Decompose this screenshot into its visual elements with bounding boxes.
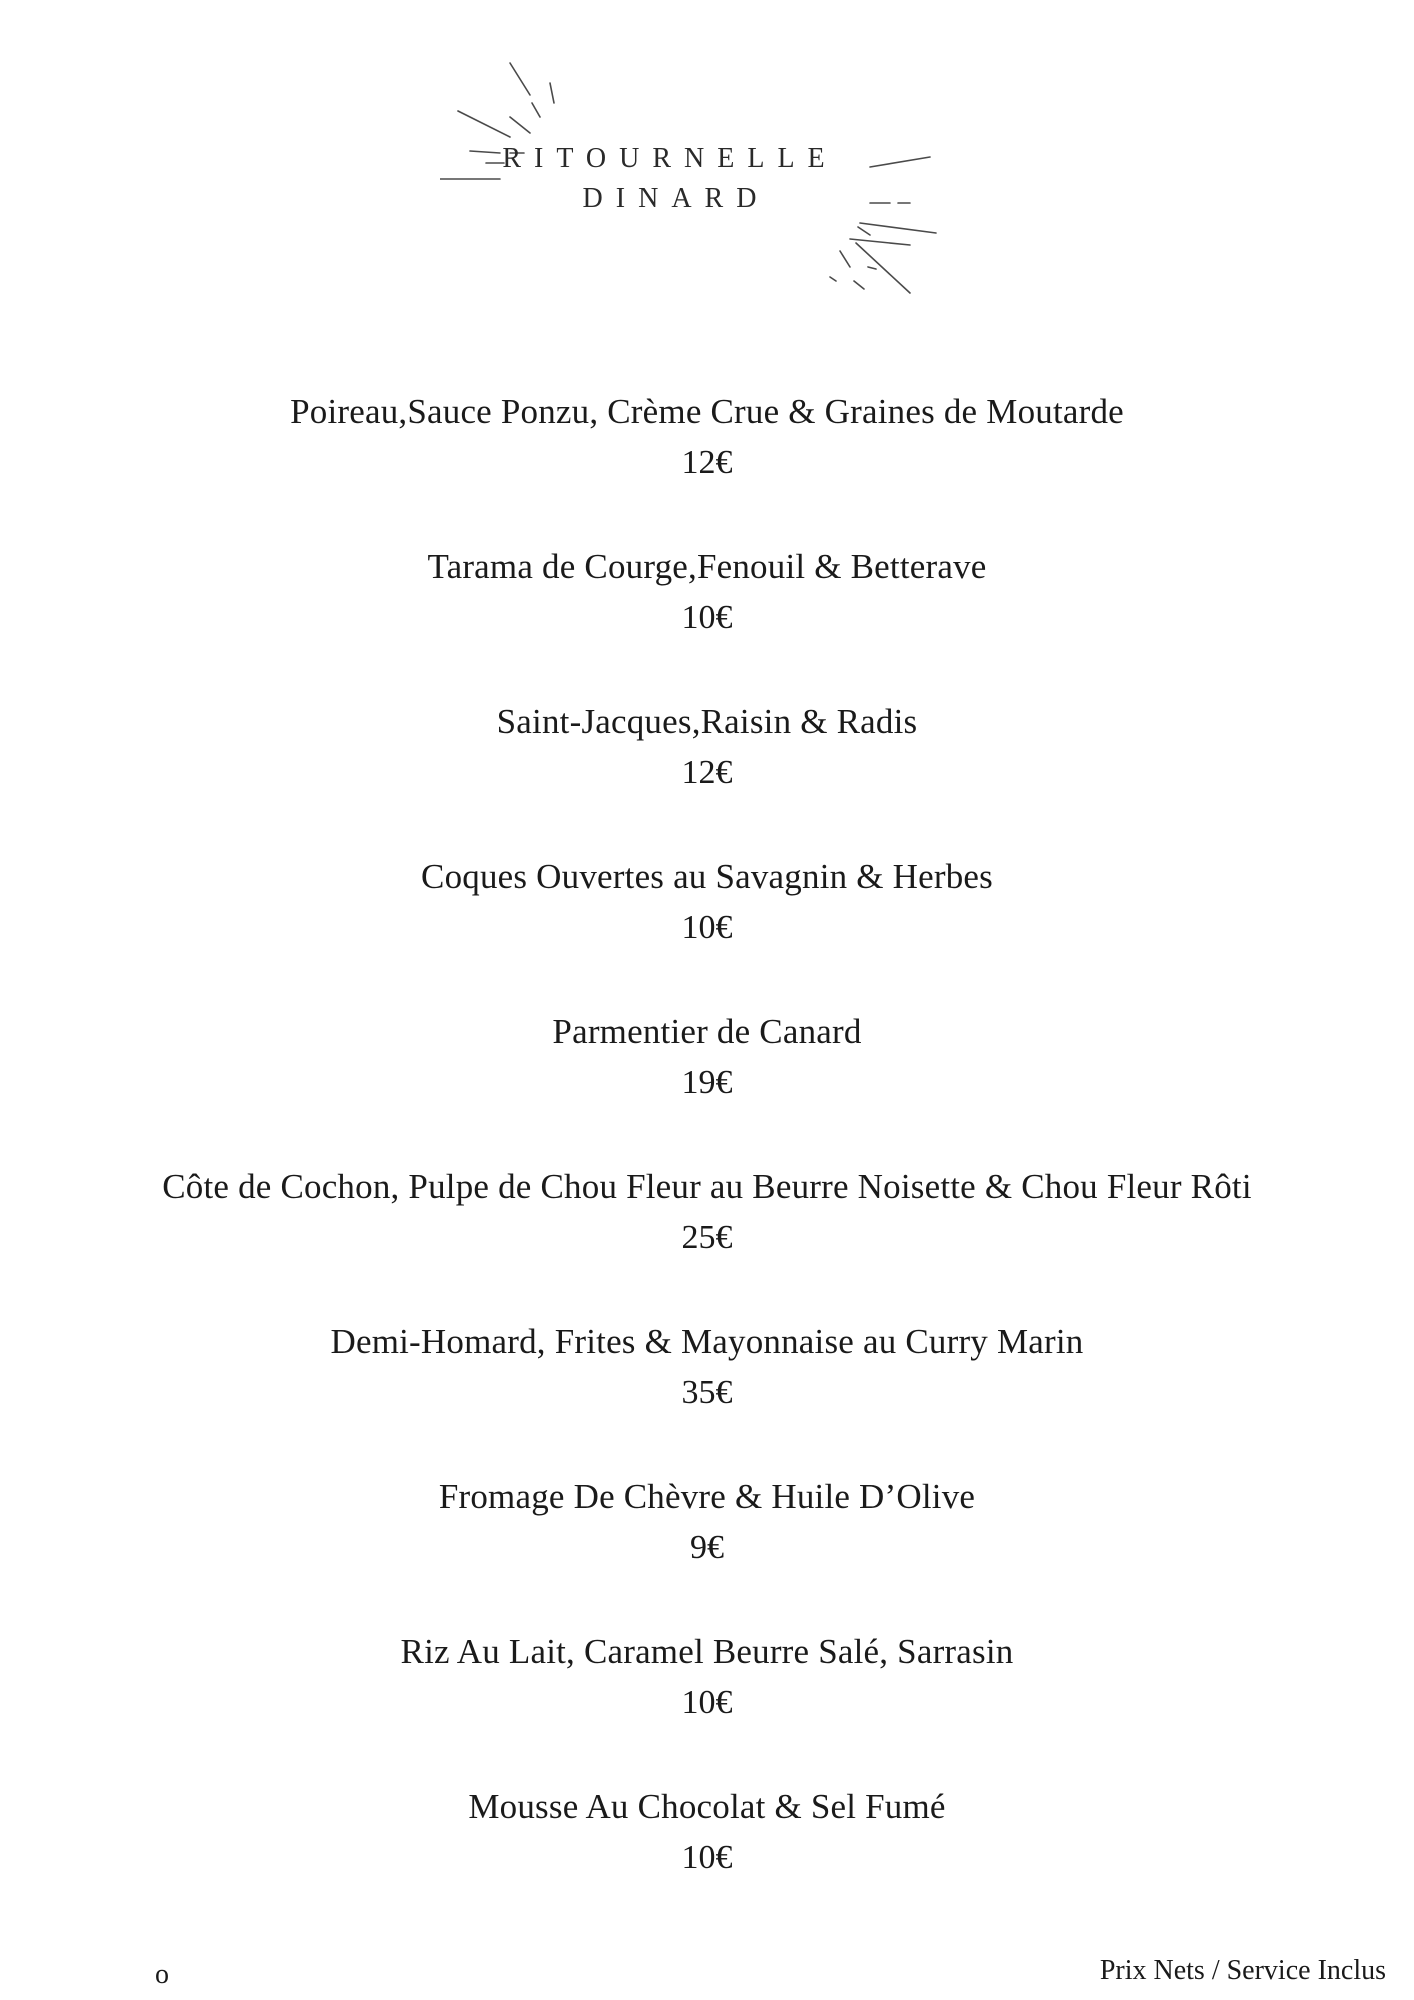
- menu-item: [0, 390, 1414, 545]
- menu-item-name: Demi-Homard, Frites & Mayonnaise au Curry Marin: [330, 1322, 1084, 1361]
- menu-item-name: Fromage De Chèvre & Huile D’Olive: [438, 1477, 976, 1516]
- menu-item-name: Poireau,Sauce Ponzu, Crème Crue & Graines de Moutarde: [290, 392, 1124, 431]
- logo-line-2: DINARD: [582, 183, 770, 214]
- menu-item-price: 12€: [681, 754, 733, 791]
- footer-left-mark: o: [155, 1959, 169, 1990]
- menu-item-name: Coques Ouvertes au Savagnin & Herbes: [421, 857, 993, 896]
- menu-item-price: 12€: [681, 444, 733, 481]
- menu-item-price: 25€: [681, 1219, 733, 1256]
- menu-item: [0, 855, 1414, 1010]
- menu-item: [0, 1010, 1414, 1165]
- menu-item-price: 9€: [690, 1529, 724, 1566]
- menu-item: [0, 1785, 1414, 1940]
- menu-item: [0, 545, 1414, 700]
- menu-item-price: 35€: [681, 1374, 733, 1411]
- menu-item: [0, 700, 1414, 855]
- menu-list: [0, 390, 1414, 1940]
- menu-item-price: 10€: [681, 599, 733, 636]
- footer-note: Prix Nets / Service Inclus: [1099, 1955, 1386, 1986]
- menu-item-name: Riz Au Lait, Caramel Beurre Salé, Sarrasin: [400, 1632, 1014, 1671]
- menu-item-name: Côte de Cochon, Pulpe de Chou Fleur au Beurre Noisette & Chou Fleur Rôti: [162, 1167, 1252, 1206]
- menu-item-name: Tarama de Courge,Fenouil & Betterave: [427, 547, 987, 586]
- sunburst-lines-bottom: [830, 157, 936, 293]
- menu-item: [0, 1320, 1414, 1475]
- menu-item-name: Mousse Au Chocolat & Sel Fumé: [468, 1787, 946, 1826]
- menu-item-price: 10€: [681, 1839, 733, 1876]
- logo-graphic: [440, 55, 960, 315]
- restaurant-logo: [440, 55, 960, 315]
- menu-item: [0, 1165, 1414, 1320]
- menu-item-price: 19€: [681, 1064, 733, 1101]
- menu-item: [0, 1630, 1414, 1785]
- menu-item-price: 10€: [681, 1684, 733, 1721]
- menu-item: [0, 1475, 1414, 1630]
- logo-line-1: RITOURNELLE: [502, 143, 838, 174]
- menu-item-name: Parmentier de Canard: [552, 1012, 862, 1051]
- menu-item-name: Saint-Jacques,Raisin & Radis: [496, 702, 918, 741]
- menu-item-price: 10€: [681, 909, 733, 946]
